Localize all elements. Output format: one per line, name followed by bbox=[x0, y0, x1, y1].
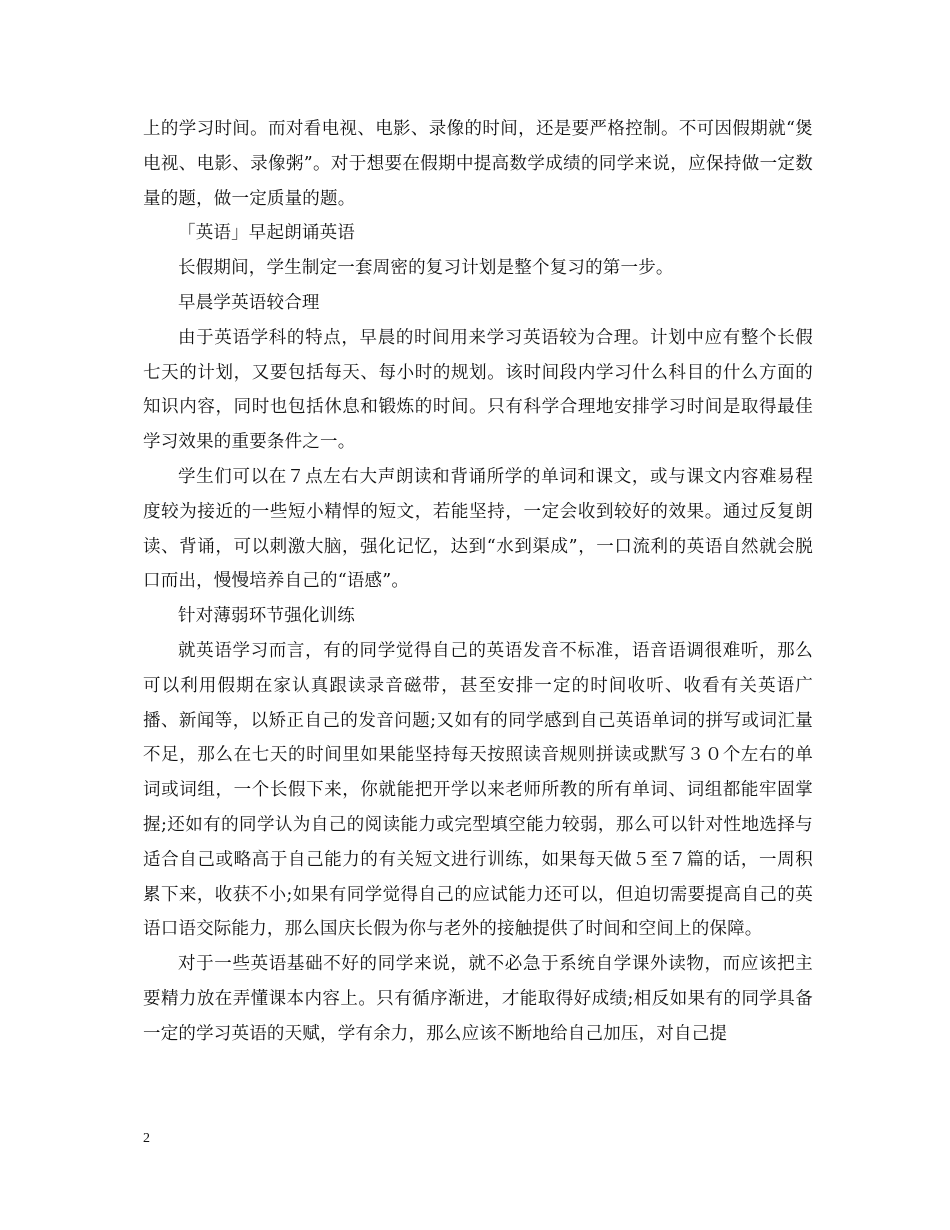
paragraph-1: 上的学习时间。而对看电视、电影、录像的时间，还是要严格控制。不可因假期就“煲电视、电影、录像粥”。对于想要在假期中提高数学成绩的同学来说，应保持做一定数量的题，做一定质量的题。 bbox=[143, 119, 813, 209]
paragraph-5: 就英语学习而言，有的同学觉得自己的英语发音不标准，语音语调很难听，那么可以利用假期在家认真跟读录音磁带，甚至安排一定的时间收听、收看有关英语广播、新闻等，以矫正自己的发音问题;又如有的同学感到自己英语单词的拼写或词汇量不足，那么在七天的时间里如果能坚持每天按照读音规则拼读或默写３０个左右的单词或词组，一个长假下来，你就能把开学以来老师所教的所有单词、词组都能牢固掌握;还如有的同学认为自己的阅读能力或完型填空能力较弱，那么可以针对性地选择与适合自己或略高于自己能力的有关短文进行训练，如果每天做５至７篇的话，一周积累下来，收获不小;如果有同学觉得自己的应试能力还可以，但迫切需要提高自己的英语口语交际能力，那么国庆长假为你与老外的接触提供了时间和空间上的保障。 bbox=[143, 640, 813, 940]
paragraph-4: 学生们可以在７点左右大声朗读和背诵所学的单词和课文，或与课文内容难易程度较为接近的一些短小精悍的短文，若能坚持，一定会收到较好的效果。通过反复朗读、背诵，可以刺激大脑，强化记忆，达到“水到渠成”，一口流利的英语自然就会脱口而出，慢慢培养自己的“语感”。 bbox=[143, 466, 813, 592]
heading-english-morning-reading: 「英语」早起朗诵英语 bbox=[178, 223, 355, 244]
document-body bbox=[143, 112, 813, 1052]
paragraph-3: 由于英语学科的特点，早晨的时间用来学习英语较为合理。计划中应有整个长假七天的计划，又要包括每天、每小时的规划。该时间段内学习什么科目的什么方面的知识内容，同时也包括休息和锻炼的时间。只有科学合理地安排学习时间是取得最佳学习效果的重要条件之一。 bbox=[143, 327, 813, 453]
heading-weak-points-training: 针对薄弱环节强化训练 bbox=[178, 606, 355, 627]
heading-morning-study: 早晨学英语较合理 bbox=[178, 292, 320, 313]
page-number: 2 bbox=[143, 1131, 150, 1146]
paragraph-6: 对于一些英语基础不好的同学来说，就不必急于系统自学课外读物，而应该把主要精力放在弄懂课本内容上。只有循序渐进，才能取得好成绩;相反如果有的同学具备一定的学习英语的天赋，学有余力，那么应该不断地给自己加压，对自己提 bbox=[143, 954, 813, 1044]
paragraph-2: 长假期间，学生制定一套周密的复习计划是整个复习的第一步。 bbox=[178, 258, 674, 279]
